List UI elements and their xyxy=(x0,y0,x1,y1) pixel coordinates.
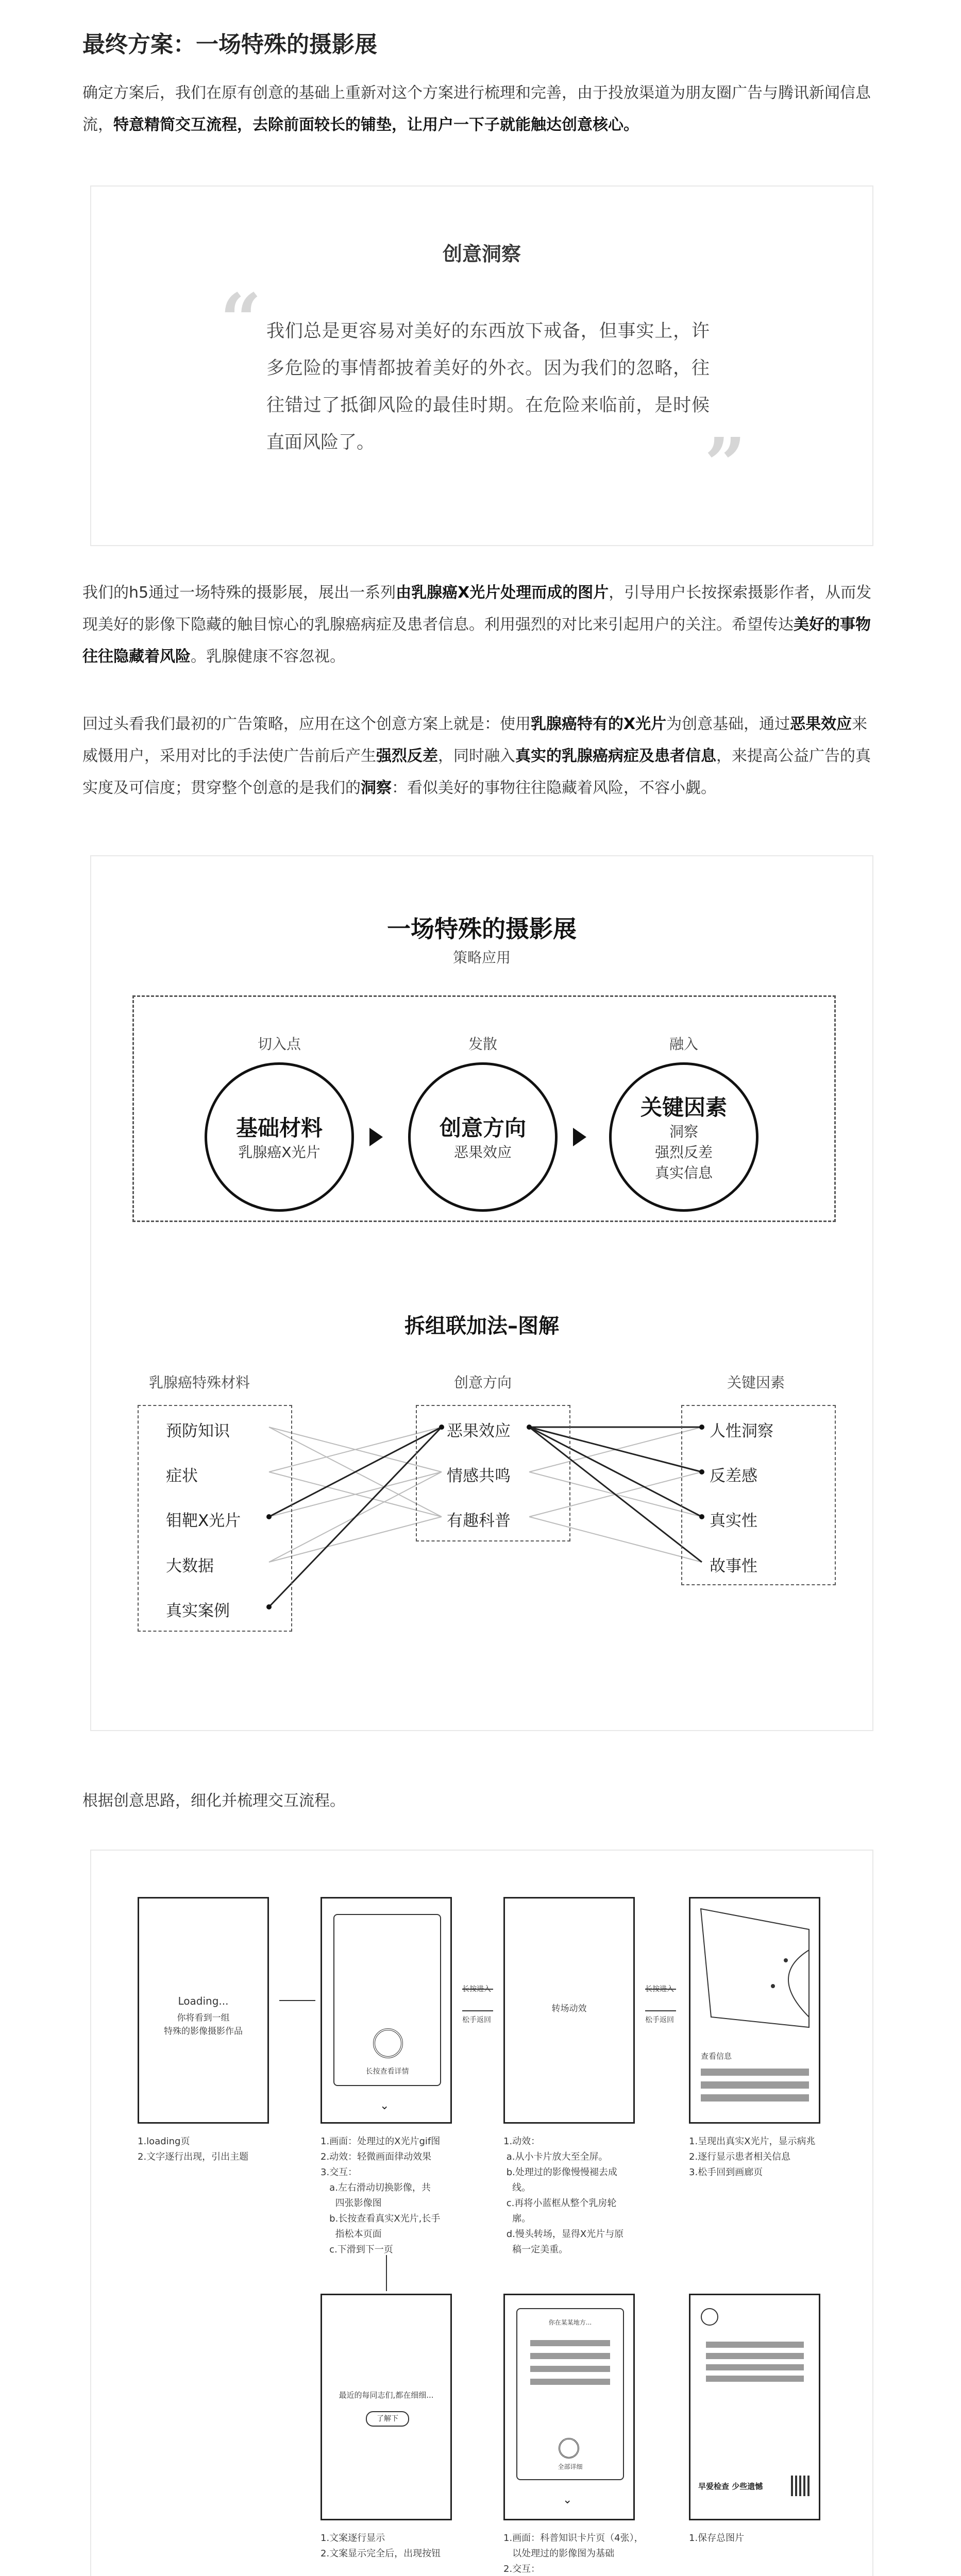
material-item: 大数据 xyxy=(166,1557,214,1575)
intro-paragraph xyxy=(82,77,881,141)
circle-sub-text: 恶果效应 xyxy=(453,1144,512,1161)
chevron-down-icon[interactable]: ⌄ xyxy=(563,2494,572,2506)
strategy-text-a: 回过头看我们最初的广告策略，应用在这个创意方案上就是：使用 xyxy=(82,715,531,733)
note-gallery: 1.画面：处理过的X光片gif图 2.动效：轻微画面律动效果 3.交互： a.左右滑动切换影像，共 四张影像图 b.长按查看真实X光片,长手 指松本页面 c.下滑到下一页 xyxy=(321,2136,441,2255)
info-bar xyxy=(701,2069,809,2076)
strategy-text-k: ：看似美好的事物往往隐藏着风险，不容小觑。 xyxy=(392,779,716,797)
qr-code-icon xyxy=(791,2476,812,2496)
note-loading: 1.loading页 2.文字逐行出现，引出主题 xyxy=(138,2136,249,2162)
connector-dot xyxy=(699,1425,704,1430)
strategy-text-e: 来威慑用户，采用对比的手法使广告前后产生 xyxy=(82,715,868,765)
xray-illustration xyxy=(690,1899,819,2038)
material-item: 真实案例 xyxy=(166,1602,230,1620)
side-label: 松手返回 xyxy=(645,2016,674,2024)
material-item: 症状 xyxy=(166,1467,198,1485)
close-quote-icon: ” xyxy=(704,422,746,507)
flow-arrow-line xyxy=(645,1989,676,1990)
screen-xray-info xyxy=(689,1897,820,2124)
long-press-hint: 长按查看详情 xyxy=(365,2067,409,2076)
loading-subtext: 你将看到一组 xyxy=(177,2013,230,2023)
fingerprint-icon[interactable] xyxy=(373,2028,403,2058)
text-bar xyxy=(530,2353,610,2359)
strategy-subtitle: 策略应用 xyxy=(452,949,511,966)
text-bar xyxy=(706,2364,804,2370)
flow-arrow-down xyxy=(386,2255,387,2291)
strategy-bold-b: 乳腺癌特有的X光片 xyxy=(531,715,667,733)
screen-save-poster xyxy=(689,2294,820,2520)
fingerprint-icon[interactable] xyxy=(559,2438,579,2459)
loading-subtext: 特殊的影像摄影作品 xyxy=(164,2026,243,2037)
intro-bold: 特意精简交互流程，去除前面较长的铺垫，让用户一下子就能触达创意核心。 xyxy=(113,116,639,134)
material-item: 预防知识 xyxy=(166,1422,230,1440)
circle-sub-text: 乳腺癌X光片 xyxy=(238,1144,321,1161)
direction-item: 恶果效应 xyxy=(447,1422,511,1440)
connector-dot xyxy=(699,1514,704,1519)
screen-gallery xyxy=(321,1897,452,2124)
poster-slogan: 早爱检查 少些遗憾 xyxy=(698,2482,763,2491)
note-xray: 1.呈现出真实X光片，显示病兆 2.逐行显示患者相关信息 3.松手回到画廊页 xyxy=(689,2136,816,2178)
factor-item: 故事性 xyxy=(710,1557,757,1575)
strategy-bold-j: 洞察 xyxy=(361,779,392,797)
concept-text-1: 我们的h5通过一场特殊的摄影展，展出一系列 xyxy=(82,584,396,602)
col-label-factors: 关键因素 xyxy=(727,1374,785,1391)
insight-body: 我们总是更容易对美好的东西放下戒备，但事实上，许多危险的事情都披着美好的外衣。因为我们的忽略，往往错过了抵御风险的最佳时期。在危险来临前，是时候直面风险了。 xyxy=(266,321,710,453)
avatar xyxy=(701,2308,718,2326)
chevron-down-icon[interactable]: ⌄ xyxy=(380,2099,390,2112)
note-save: 1.保存总图片 xyxy=(689,2533,745,2544)
material-item: 钼靶X光片 xyxy=(166,1512,241,1530)
strategy-text-i: ，来提高公益广告的真实度及可信度；贯穿整个创意的是我们的 xyxy=(82,747,871,797)
knowledge-card[interactable] xyxy=(516,2308,624,2480)
concept-paragraph xyxy=(82,577,881,673)
connector-dot xyxy=(699,1469,704,1475)
circle-sub-text: 真实信息 xyxy=(654,1164,713,1181)
step-label-entry: 切入点 xyxy=(257,1036,301,1053)
circle-main-text: 基础材料 xyxy=(235,1115,323,1141)
transition-text: 转场动效 xyxy=(551,2004,587,2014)
text-bar xyxy=(706,2353,804,2359)
text-bar xyxy=(706,2342,804,2348)
step-label-merge: 融入 xyxy=(669,1036,698,1053)
card-caption: 你在某某地方... xyxy=(548,2319,592,2326)
circle-main-text: 创意方向 xyxy=(439,1115,526,1141)
connector-dot xyxy=(439,1425,444,1430)
loading-text: Loading... xyxy=(178,1995,229,2007)
copy-text: 最近的每同志们,都在细细... xyxy=(339,2391,434,2400)
flow-arrow-line xyxy=(645,2010,676,2011)
connector-dot xyxy=(527,1425,532,1430)
section-title: 最终方案：一场特殊的摄影展 xyxy=(82,31,377,58)
connector-dot xyxy=(266,1604,272,1609)
side-label: 长按进入 xyxy=(645,1985,674,1993)
circle-sub-text: 强烈反差 xyxy=(654,1144,713,1161)
factor-item: 人性洞察 xyxy=(710,1422,773,1440)
open-quote-icon: “ xyxy=(220,278,262,363)
info-bar xyxy=(701,2094,809,2102)
flow-arrow-line xyxy=(279,2000,315,2001)
circle-main-text: 关键因素 xyxy=(640,1095,727,1120)
save-hint: 全部详细 xyxy=(558,2463,583,2470)
concept-text-2: ，引导用户长按探索摄影作者，从而发现美好的影像下隐藏的触目惊心的乳腺癌病症及患者信息。利用强烈的对比来引起用户的关注。希望传达 xyxy=(82,584,872,634)
col-label-directions: 创意方向 xyxy=(453,1374,512,1391)
flow-arrow-line xyxy=(462,1989,493,1990)
concept-bold-1: 由乳腺癌X光片处理而成的图片 xyxy=(396,584,609,602)
text-bar xyxy=(706,2376,804,2382)
learn-more-button[interactable]: 了解下 xyxy=(366,2411,409,2427)
strategy-paragraph xyxy=(82,708,881,804)
note-transition: 1.动效： a.从小卡片放大至全屏。 b.处理过的影像慢慢褪去成 线。 c.再将小蓝框从整个乳房轮 廓。 d.慢头转场，显得X光片与原 稿一定美重。 xyxy=(503,2136,624,2255)
intro-text: 确定方案后，我们在原有创意的基础上重新对这个方案进行梳理和完善，由于投放渠道为朋友圈广告与腾讯新闻信息流， xyxy=(82,84,871,134)
factor-item: 反差感 xyxy=(710,1467,757,1485)
strategy-text-c: 为创意基础，通过 xyxy=(666,715,790,733)
screen-copy xyxy=(321,2294,452,2520)
concept-bold-2: 美好的事物往往隐藏着风险 xyxy=(82,616,871,666)
text-bar xyxy=(530,2366,610,2372)
strategy-card xyxy=(90,855,873,1731)
step-label-diverge: 发散 xyxy=(468,1036,497,1053)
gallery-card[interactable] xyxy=(333,1914,441,2086)
circle-sub-text: 洞察 xyxy=(669,1123,698,1140)
text-bar xyxy=(530,2379,610,2385)
strategy-title: 一场特殊的摄影展 xyxy=(387,915,577,943)
insight-heading: 创意洞察 xyxy=(442,243,521,265)
note-knowledge: 1.画面：科普知识卡片页（4张）， 以处理过的影像图为基础 2.交互： xyxy=(503,2533,644,2574)
flow-intro: 根据创意思路，细化并梳理交互流程。 xyxy=(82,1792,345,1810)
view-info-label: 查看信息 xyxy=(701,2052,732,2061)
strategy-bold-f: 强烈反差 xyxy=(376,747,438,765)
factor-item: 真实性 xyxy=(710,1512,757,1530)
side-label: 长按进入 xyxy=(462,1985,491,1993)
side-label: 松手返回 xyxy=(462,2016,491,2024)
strategy-bold-d: 恶果效应 xyxy=(790,715,852,733)
flow-card xyxy=(90,1850,873,2576)
direction-item: 情感共鸣 xyxy=(447,1467,511,1485)
col-label-materials: 乳腺癌特殊材料 xyxy=(148,1374,250,1391)
screen-knowledge-cards xyxy=(503,2294,635,2520)
insight-card xyxy=(90,185,873,546)
combo-title: 拆组联加法–图解 xyxy=(404,1314,559,1338)
connector-dot xyxy=(266,1514,272,1519)
info-bar xyxy=(701,2081,809,2089)
text-bar xyxy=(530,2340,610,2346)
flow-arrow-line xyxy=(462,2010,493,2011)
direction-item: 有趣科普 xyxy=(447,1512,511,1530)
strategy-text-g: ，同时融入 xyxy=(438,747,515,765)
concept-text-3: 。乳腺健康不容忽视。 xyxy=(191,648,345,666)
strategy-bold-h: 真实的乳腺癌病症及患者信息 xyxy=(515,747,716,765)
screen-loading xyxy=(138,1897,269,2124)
screen-transition xyxy=(503,1897,635,2124)
note-copy: 1.文案逐行显示 2.文案显示完全后，出现按钮 xyxy=(321,2533,441,2559)
